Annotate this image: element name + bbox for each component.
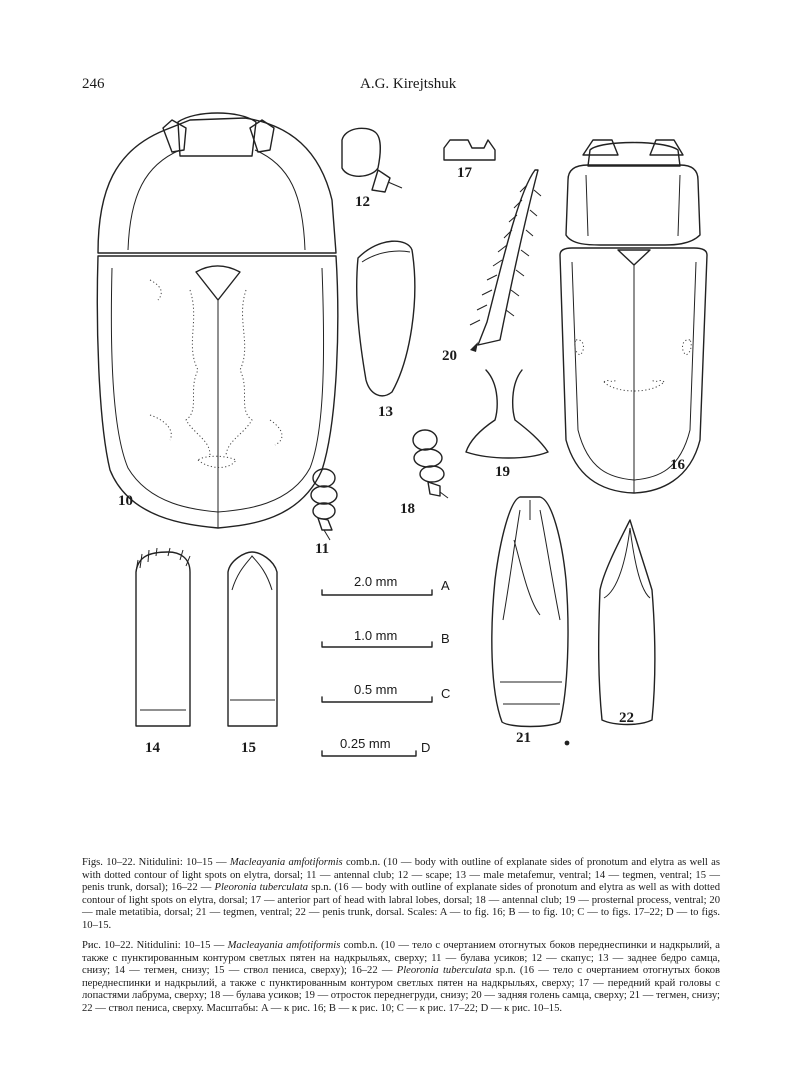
fig21-tegmen-drawing <box>492 497 568 727</box>
fig20-metatibia-drawing <box>470 170 541 352</box>
fig19-prosternal-process-drawing <box>466 370 548 458</box>
fig22-label: 22 <box>619 710 634 726</box>
fig18-antennal-club-drawing <box>413 430 448 498</box>
fig14-label: 14 <box>145 740 160 756</box>
fig22-penis-trunk-drawing <box>599 520 655 725</box>
caption-russian: Рис. 10–22. Nitidulini: 10–15 — Macleayania amfotiformis comb.n. (10 — тело с очертанием отогнутых боков переднеспинки и надкрылий, а также с пунктированным контуром светлых пятен на надкрыльях, сверху; 11 — булава усиков; 12 — скапус; 13 — заднее бедро самца, снизу; 14 — тегмен, снизу; 15 — ствол пениса, сверху); 16–22 — Pleoronia tuberculata sp.n. (16 — тело с очертанием отогнутых боков переднеспинки и надкрылий, а также с пунктированным контуром светлых пятен на надкрыльях, сверху; 17 — передний край головы с лопастями лабрума, сверху; 18 — булава усиков; 19 — отросток переднегруди, снизу; 20 — задняя голень самца, сверху; 21 — тегмен, снизу; 22 — ствол пениса, сверху. Масштабы: A — к рис. 16; B — к рис. 10; C — к рис. 17–22; D — к рис. 10–15. <box>82 940 720 1014</box>
fig16-label: 16 <box>670 457 685 473</box>
fig21-label: 21 <box>516 730 531 746</box>
taxon-macleayania-ru: Macleayania amfotiformis <box>227 940 341 951</box>
fig13-label: 13 <box>378 404 393 420</box>
page-number: 246 <box>82 76 105 92</box>
scale-a-letter: A <box>441 578 450 593</box>
scale-a-value: 2.0 mm <box>354 574 398 589</box>
fig13-metafemur-drawing <box>357 241 415 396</box>
scale-b-letter: B <box>441 631 450 646</box>
fig16-body-drawing <box>560 140 707 493</box>
caption-english: Figs. 10–22. Nitidulini: 10–15 — Macleayania amfotiformis comb.n. (10 — body with outline of explanate sides of pronotum and elytra as well as with dotted contour of light spots on elytra, dorsal; 11 — antennal club; 12 — scape; 13 — male metafemur, ventral; 14 — tegmen, ventral; 15 — penis trunk, dorsal); 16–22 — Pleoronia tuberculata sp.n. (16 — body with outline of explanate sides of pronotum and elytra as well as with dotted contour of light spots on elytra, dorsal; 17 — anterior part of head with labral lobes, dorsal; 18 — antennal club; 19 — prosternal process, ventral; 20 — male metatibia, dorsal; 21 — tegmen, ventral; 22 — penis trunk, dorsal. Scales: A — to fig. 16; B — to fig. 10; C — to figs. 17–22; D — to figs. 10–15. <box>82 857 721 931</box>
scale-d-value: 0.25 mm <box>340 736 391 751</box>
fig19-label: 19 <box>495 464 510 480</box>
taxon-pleoronia: Pleoronia tuberculata <box>214 882 309 894</box>
scale-bar-d <box>322 751 416 756</box>
fig14-tegmen-drawing <box>136 548 190 726</box>
scale-c-value: 0.5 mm <box>354 682 398 697</box>
fig18-label: 18 <box>400 501 415 517</box>
fig17-label: 17 <box>457 165 472 181</box>
taxon-pleoronia-ru: Pleoronia tuberculata <box>396 965 492 977</box>
printing-speck <box>565 741 570 746</box>
scale-bar-a <box>322 590 432 595</box>
fig17-head-drawing <box>444 140 495 160</box>
fig12-scape-drawing <box>342 128 402 192</box>
running-head: A.G. Kirejtshuk <box>360 76 457 92</box>
scale-bar-c <box>322 697 432 702</box>
fig10-body-drawing <box>97 113 337 528</box>
fig10-label: 10 <box>118 493 133 509</box>
fig20-label: 20 <box>442 348 457 364</box>
fig11-antennal-club-drawing <box>311 469 337 540</box>
scale-c-letter: C <box>441 686 451 701</box>
scale-b-value: 1.0 mm <box>354 628 398 643</box>
fig15-penis-trunk-drawing <box>228 552 277 726</box>
taxon-macleayania: Macleayania amfotiformis <box>229 857 343 868</box>
scale-d-letter: D <box>421 740 431 755</box>
fig12-label: 12 <box>355 194 370 210</box>
fig11-label: 11 <box>315 541 330 557</box>
fig15-label: 15 <box>241 740 256 756</box>
